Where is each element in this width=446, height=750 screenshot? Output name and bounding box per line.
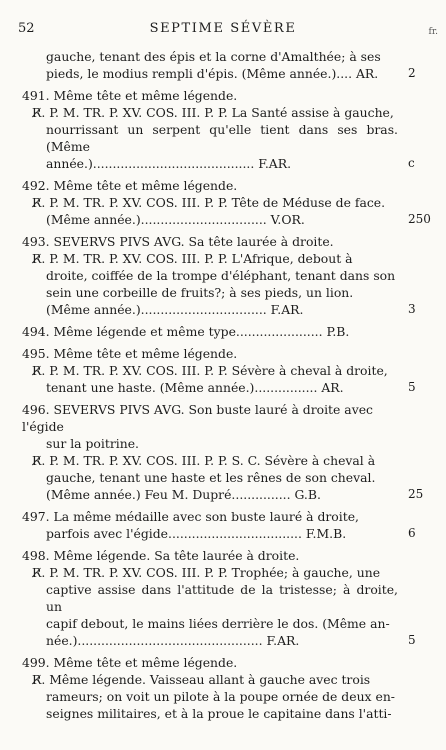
catalogue-entry [22,87,398,172]
entry-heading: 497. La même médaille avec son buste lauré à droite, [22,509,359,524]
reverse-description-line: rameurs; on voit un pilote à la poupe ornée de deux en- [46,689,395,704]
reverse-description-line: année.)......................................... F.AR. [46,156,292,171]
entry-heading: 496. SEVERVS PIVS AVG. Son buste lauré à droite avec l'égide [22,402,373,434]
reverse-description-line: captive assise dans l'attitude de la tristesse; à droite, un [46,582,398,614]
reverse-description-line: R̸. P. M. TR. P. XV. COS. III. P. P. L'Afrique, debout à [32,251,353,266]
catalogue-entry [22,654,398,722]
entry-heading: 499. Même tête et même légende. [22,655,238,670]
reverse-description-line: née.)............................................... F.AR. [46,633,300,648]
reverse-description-line: R̸. Même légende. Vaisseau allant à gauche avec trois [32,672,371,687]
entry-heading: 498. Même légende. Sa tête laurée à droite. [22,548,300,563]
catalogue-entry [22,177,398,228]
value-franc: 2 [408,66,416,80]
catalogue-entry [22,48,398,82]
catalogue-entry [22,233,398,318]
reverse-description-line: (Même année.)................................ F.AR. [46,302,304,317]
catalogue-entry [22,323,398,340]
reverse-description-line: R̸. P. M. TR. P. XV. COS. III. P. P. Sévère à cheval à droite, [32,363,388,378]
entry-heading-continuation: parfois avec l'égide.................................. F.M.B. [46,526,347,541]
entry-line: pieds, le modius rempli d'épis. (Même année.).... AR. [46,66,379,81]
running-title: SEPTIME SÉVÈRE [149,21,297,36]
value-franc: 250 [408,212,431,226]
reverse-description-line: R̸. P. M. TR. P. XV. COS. III. P. P. S. C. Sévère à cheval à [32,453,376,468]
reverse-description-line: (Même année.)................................ V.OR. [46,212,305,227]
entry-heading: 491. Même tête et même légende. [22,88,238,103]
entry-heading: 494. Même légende et même type...................... P.B. [22,324,350,339]
value-franc: c [408,156,415,170]
entry-heading: 493. SEVERVS PIVS AVG. Sa tête laurée à droite. [22,234,334,249]
value-franc: 3 [408,302,416,316]
value-franc: 6 [408,526,416,540]
catalogue-entry [22,401,398,503]
catalogue-body [22,48,398,727]
catalogue-entry [22,345,398,396]
catalogue-entry [22,508,398,542]
reverse-description-line: R̸. P. M. TR. P. XV. COS. III. P. P. La Santé assise à gauche, [32,105,394,120]
reverse-description-line: tenant une haste. (Même année.)................ AR. [46,380,344,395]
page-number: 52 [18,21,35,36]
page-header [0,20,446,40]
reverse-description-line: nourrissant un serpent qu'elle tient dans ses bras. (Même [46,122,398,154]
entry-heading-continuation: sur la poitrine. [46,436,139,451]
reverse-description-line: seignes militaires, et à la proue le capitaine dans l'atti- [46,706,392,721]
reverse-description-line: (Même année.) Feu M. Dupré............... G.B. [46,487,321,502]
value-franc: 5 [408,633,416,647]
reverse-description-line: gauche, tenant une haste et les rênes de son cheval. [46,470,376,485]
reverse-description-line: droite, coiffée de la trompe d'éléphant, tenant dans son [46,268,396,283]
value-franc: 5 [408,380,416,394]
reverse-description-line: R̸. P. M. TR. P. XV. COS. III. P. P. Trophée; à gauche, une [32,565,381,580]
column-label: fr. [428,27,438,37]
entry-heading: 492. Même tête et même légende. [22,178,238,193]
value-franc: 25 [408,487,424,501]
entry-line: gauche, tenant des épis et la corne d'Amalthée; à ses [46,49,381,64]
entry-heading: 495. Même tête et même légende. [22,346,238,361]
catalogue-entry [22,547,398,649]
reverse-description-line: R̸. P. M. TR. P. XV. COS. III. P. P. Tête de Méduse de face. [32,195,386,210]
reverse-description-line: capif debout, le mains liées derrière le dos. (Même an- [46,616,390,631]
reverse-description-line: sein une corbeille de fruits?; à ses pieds, un lion. [46,285,354,300]
